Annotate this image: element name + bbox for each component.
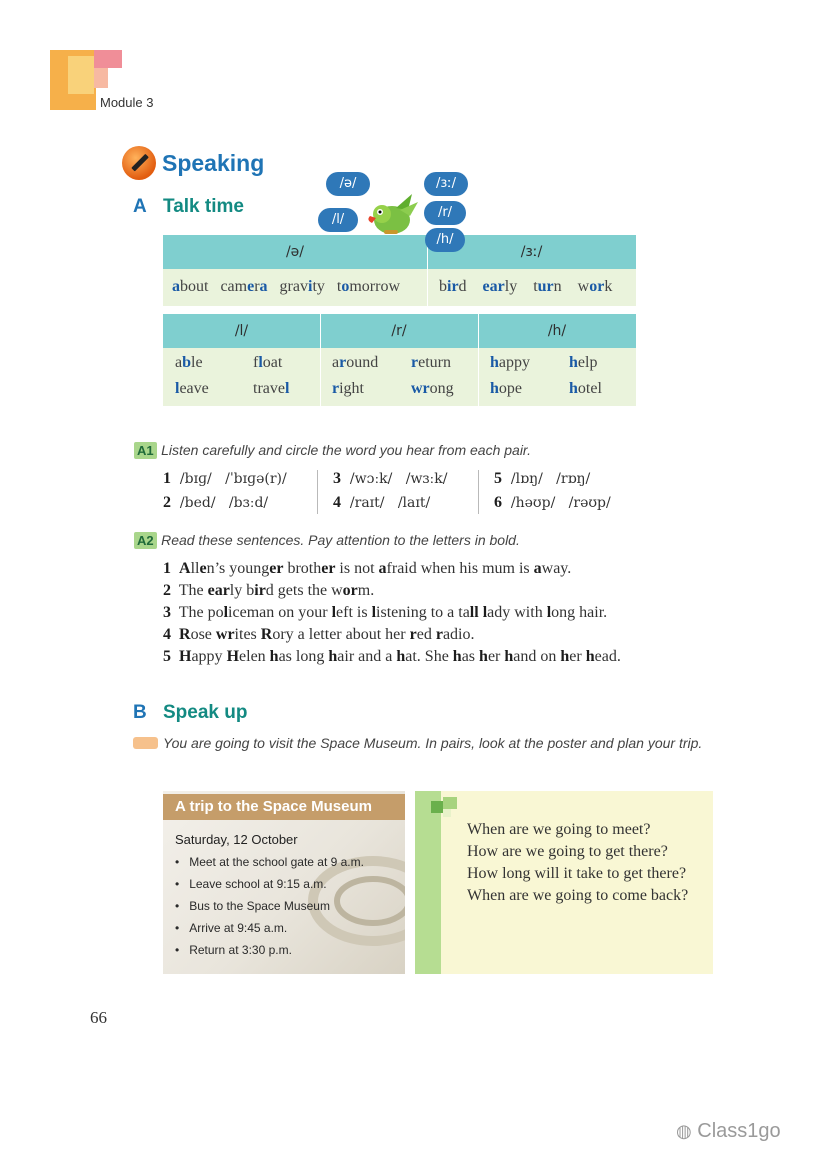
sentence: 1 Allen’s younger brother is not afraid when his mum is away.	[163, 560, 572, 577]
word-list: bird early turn work	[439, 278, 613, 295]
word: float	[253, 354, 283, 371]
poster	[163, 791, 405, 974]
page-number: 66	[90, 1008, 107, 1027]
module-label: Module 3	[100, 95, 154, 110]
word: travel	[253, 380, 290, 397]
corner-decoration	[94, 50, 122, 68]
sentence: 3 The policeman on your left is listening to a tall lady with long hair.	[163, 604, 608, 621]
watermark: ◍ Class1go	[676, 1120, 781, 1142]
word: hotel	[569, 380, 602, 397]
sound-bubble: /r/	[424, 201, 466, 225]
pair-item: 4 /raɪt/ /laɪt/	[333, 494, 431, 511]
table-header: /h/	[547, 323, 567, 339]
a1-instruction: A1 Listen carefully and circle the word you hear from each pair.	[134, 442, 531, 460]
questions-list	[467, 819, 707, 907]
corner-decoration	[68, 56, 94, 94]
pair-item: 6 /həʊp/ /rəʊp/	[494, 494, 611, 511]
section-b-letter: B	[133, 702, 147, 723]
poster-item: • Leave school at 9:15 a.m.	[175, 877, 327, 891]
poster-title: A trip to the Space Museum	[163, 794, 405, 820]
corner-square	[443, 797, 457, 809]
a1-label: A1	[134, 442, 157, 459]
poster-item: • Arrive at 9:45 a.m.	[175, 921, 288, 935]
pencil-icon	[122, 146, 156, 180]
word: leave	[175, 380, 209, 397]
sentence: 4 Rose writes Rory a letter about her red radio.	[163, 626, 475, 643]
pair-item: 2 /bed/ /bɜːd/	[163, 494, 269, 511]
sentence: 2 The early bird gets the worm.	[163, 582, 375, 599]
section-b-title: Speak up	[163, 702, 248, 723]
divider	[317, 470, 318, 514]
word: hope	[490, 380, 523, 397]
question: How are we going to get there?	[467, 843, 668, 860]
word: right	[332, 380, 364, 397]
poster-item: • Bus to the Space Museum	[175, 899, 330, 913]
word: happy	[490, 354, 531, 371]
table-header: /ə/	[285, 244, 305, 260]
word: around	[332, 354, 379, 371]
section-a-letter: A	[133, 196, 147, 217]
word: wrong	[411, 380, 454, 397]
question: How long will it take to get there?	[467, 865, 687, 882]
chat-icon: ◍	[676, 1121, 692, 1141]
instruction-marker	[133, 737, 158, 749]
sentence: 5 Happy Helen has long hair and a hat. She has her hand on her head.	[163, 648, 621, 665]
poster-date: Saturday, 12 October	[175, 832, 298, 847]
poster-item: • Meet at the school gate at 9 a.m.	[175, 855, 364, 869]
a2-label: A2	[134, 532, 157, 549]
a2-instruction: A2 Read these sentences. Pay attention to the letters in bold.	[134, 532, 520, 550]
sound-bubble: /ə/	[326, 172, 370, 196]
word-list: about camera gravity tomorrow	[172, 278, 400, 295]
corner-decoration	[94, 68, 108, 88]
corner-square	[431, 801, 443, 813]
pair-item: 5 /lɒŋ/ /rɒŋ/	[494, 470, 591, 487]
pair-item: 3 /wɔːk/ /wɜːk/	[333, 470, 448, 487]
word: return	[411, 354, 451, 371]
questions-bar	[415, 791, 441, 974]
word: help	[569, 354, 598, 371]
sound-bubble: /ɜː/	[424, 172, 468, 196]
question: When are we going to come back?	[467, 887, 689, 904]
sound-table-1	[163, 235, 636, 306]
section-b-instruction: You are going to visit the Space Museum. In pairs, look at the poster and plan your trip.	[163, 735, 703, 751]
sound-bubble: /h/	[425, 228, 465, 252]
pair-item: 1 /bɪɡ/ /ˈbɪɡə(r)/	[163, 470, 287, 487]
speaking-title: Speaking	[162, 150, 265, 176]
table-header: /l/	[234, 323, 249, 339]
question: When are we going to meet?	[467, 821, 651, 838]
sound-table-2	[163, 314, 636, 406]
word: able	[175, 354, 203, 371]
table-header: /r/	[391, 323, 407, 339]
sound-bubble: /l/	[318, 208, 358, 232]
section-a-title: Talk time	[163, 196, 244, 217]
corner-square	[443, 809, 451, 817]
poster-item: • Return at 3:30 p.m.	[175, 943, 292, 957]
table-header: /ɜː/	[520, 244, 543, 260]
divider	[478, 470, 479, 514]
